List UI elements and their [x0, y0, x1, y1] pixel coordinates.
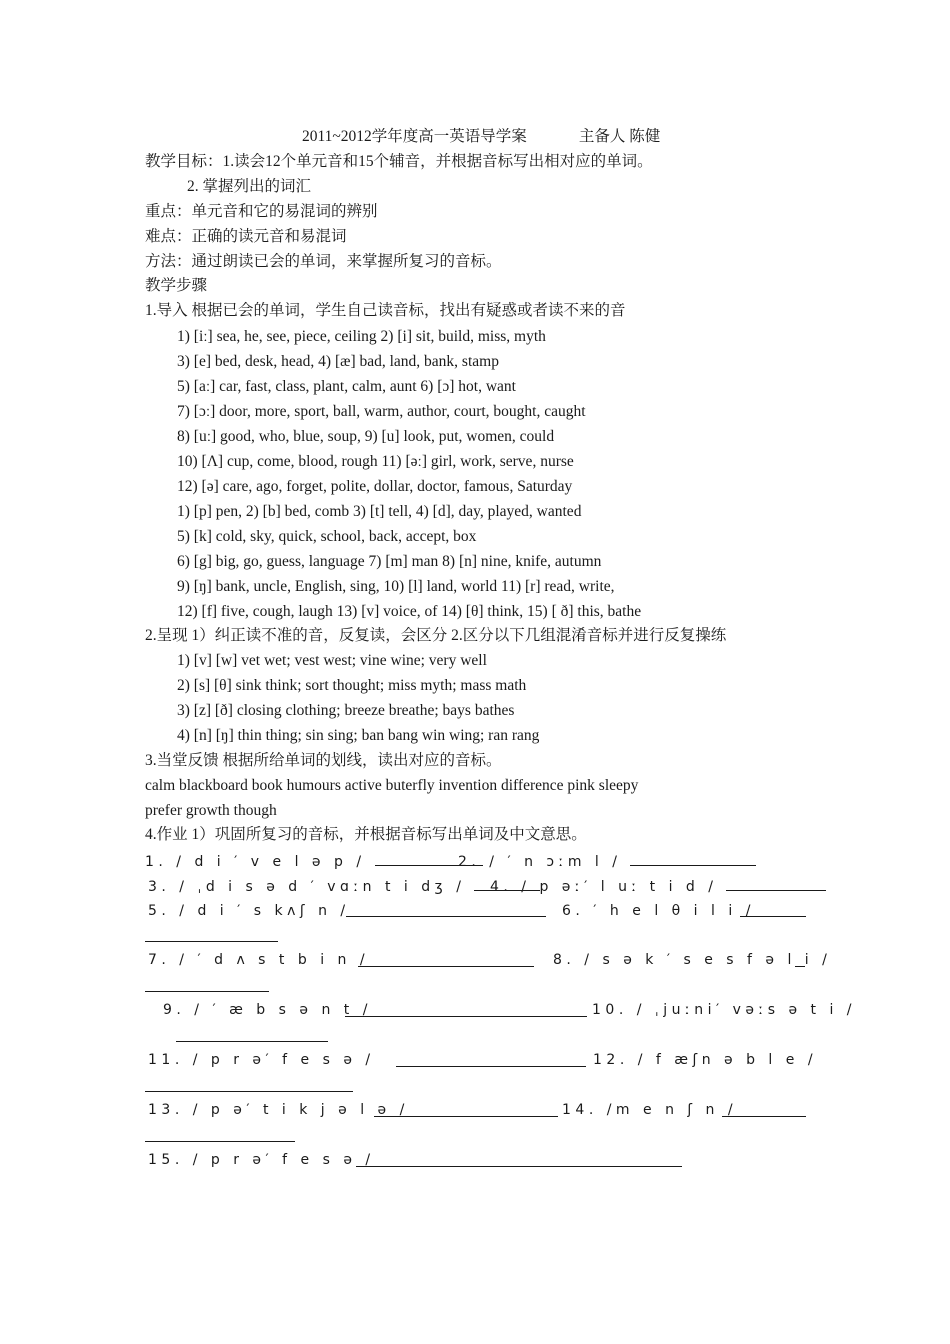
answer-blank[interactable]: [374, 1116, 558, 1117]
item-15: 15. / p r ə′ f e s ə /: [148, 1152, 375, 1168]
answer-blank-continued[interactable]: [145, 1091, 353, 1092]
vowel-line: 10) [Λ] cup, come, blood, rough 11) [əː] girl, work, serve, nurse: [177, 453, 574, 470]
homework-item: [562, 901, 755, 921]
answer-blank[interactable]: [740, 916, 806, 917]
teaching-steps: 教学步骤: [145, 277, 208, 294]
vowel-line: 3) [e] bed, desk, head, 4) [æ] bad, land, bank, stamp: [177, 353, 499, 370]
answer-blank[interactable]: [346, 916, 546, 917]
consonant-line: 9) [ŋ] bank, uncle, English, sing, 10) [l] land, world 11) [r] read, write,: [177, 578, 615, 595]
vowel-line: 5) [aː] car, fast, class, plant, calm, aunt 6) [ɔ] hot, want: [177, 378, 516, 395]
title-text: 2011~2012学年度高一英语导学案: [302, 128, 527, 145]
answer-blank[interactable]: [795, 966, 805, 967]
section1-title: 1.导入 根据已会的单词，学生自己读音标，找出有疑惑或者读不来的音: [145, 302, 626, 319]
answer-blank[interactable]: [726, 876, 826, 891]
answer-blank[interactable]: [345, 1016, 587, 1017]
pair-line: 4) [n] [ŋ] thin thing; sin sing; ban bang win wing; ran rang: [177, 727, 540, 744]
consonant-line: 5) [k] cold, sky, quick, school, back, accept, box: [177, 528, 477, 545]
answer-blank[interactable]: [630, 851, 756, 866]
section4-title: 4.作业 1）巩固所复习的音标，并根据音标写出单词及中文意思。: [145, 826, 587, 843]
homework-item: [148, 876, 540, 897]
goal-line-2: 2. 掌握列出的词汇: [187, 178, 312, 195]
item-12: 12. / f æʃn ə b l e /: [593, 1052, 818, 1068]
item-9: 9. / ′ æ b s ə n t /: [163, 1002, 372, 1018]
answer-blank[interactable]: [356, 1166, 682, 1167]
section3-title: 3.当堂反馈 根据所给单词的划线，读出对应的音标。: [145, 752, 502, 769]
answer-blank-continued[interactable]: [145, 941, 278, 942]
homework-item: [148, 1150, 375, 1170]
item-13: 13. / p ə′ t i k j ə l ə /: [148, 1102, 409, 1118]
difficult-points: 难点：正确的读元音和易混词: [145, 228, 347, 245]
pair-line: 3) [z] [ð] closing clothing; breeze breathe; bays bathes: [177, 702, 515, 719]
pair-line: 1) [v] [w] vet wet; vest west; vine wine; very well: [177, 652, 487, 669]
answer-blank[interactable]: [358, 966, 534, 967]
consonant-line: 6) [g] big, go, guess, language 7) [m] man 8) [n] nine, knife, autumn: [177, 553, 602, 570]
item-2: 2. / ′ n ɔːm l /: [458, 854, 622, 870]
homework-item: [148, 1100, 409, 1120]
section2-title: 2.呈现 1）纠正读不准的音，反复读，会区分 2.区分以下几组混淆音标并进行反复操练: [145, 627, 727, 644]
answer-blank[interactable]: [396, 1066, 586, 1067]
key-points: 重点：单元音和它的易混词的辨别: [145, 203, 378, 220]
item-5: 5. / d i ′ s kʌʃ n /: [148, 903, 350, 919]
answer-blank-continued[interactable]: [145, 991, 269, 992]
page-title: [302, 127, 660, 147]
homework-item: [145, 851, 483, 872]
item-14: 14. /m e n ʃ n /: [562, 1102, 738, 1118]
homework-item: [562, 1100, 737, 1120]
feedback-words-1: calm blackboard book humours active buterfly invention difference pink sleepy: [145, 777, 639, 794]
homework-item: [458, 851, 756, 872]
homework-item: [593, 1050, 817, 1070]
item-6: 6. ′ h e l θ i l i /: [562, 903, 755, 919]
homework-item: [592, 1000, 856, 1020]
item-11: 11. / p r ə′ f e s ə /: [148, 1052, 375, 1068]
homework-item: [490, 876, 826, 897]
item-8: 8. / s ə k ′ s e s f ə l i /: [553, 952, 832, 968]
homework-item: [148, 1050, 375, 1070]
vowel-line: 1) [iː] sea, he, see, piece, ceiling 2) [i] sit, build, miss, myth: [177, 328, 546, 345]
vowel-line: 12) [ə] care, ago, forget, polite, dollar, doctor, famous, Saturday: [177, 478, 573, 495]
item-3: 3. / ˌd i s ə d ′ vɑːn t i dʒ /: [148, 879, 466, 895]
homework-item: [553, 950, 831, 970]
goal-line-1: 教学目标：1.读会12个单元音和15个辅音，并根据音标写出相对应的单词。: [145, 153, 653, 170]
homework-item: [148, 950, 369, 970]
consonant-line: 12) [f] five, cough, laugh 13) [v] voice, of 14) [θ] think, 15) [ ð] this, bathe: [177, 603, 642, 620]
item-4: 4. / p əː′ l uː t i d /: [490, 879, 718, 895]
pair-line: 2) [s] [θ] sink think; sort thought; miss myth; mass math: [177, 677, 527, 694]
homework-item: [163, 1000, 372, 1020]
item-1: 1. / d i ′ v e l ə p /: [145, 854, 366, 870]
vowel-line: 7) [ɔː] door, more, sport, ball, warm, author, court, bought, caught: [177, 403, 586, 420]
homework-item: [148, 901, 350, 921]
answer-blank-continued[interactable]: [176, 1041, 328, 1042]
item-7: 7. / ′ d ʌ s t b i n /: [148, 952, 370, 968]
consonant-line: 1) [p] pen, 2) [b] bed, comb 3) [t] tell, 4) [d], day, played, wanted: [177, 503, 582, 520]
answer-blank-continued[interactable]: [145, 1141, 295, 1142]
vowel-line: 8) [uː] good, who, blue, soup, 9) [u] look, put, women, could: [177, 428, 555, 445]
author-text: 主备人 陈健: [578, 128, 661, 145]
item-10: 10. / ˌjuːni′ vəːs ə t i /: [592, 1002, 857, 1018]
answer-blank[interactable]: [722, 1116, 806, 1117]
feedback-words-2: prefer growth though: [145, 802, 277, 819]
method: 方法：通过朗读已会的单词，来掌握所复习的音标。: [145, 253, 502, 270]
